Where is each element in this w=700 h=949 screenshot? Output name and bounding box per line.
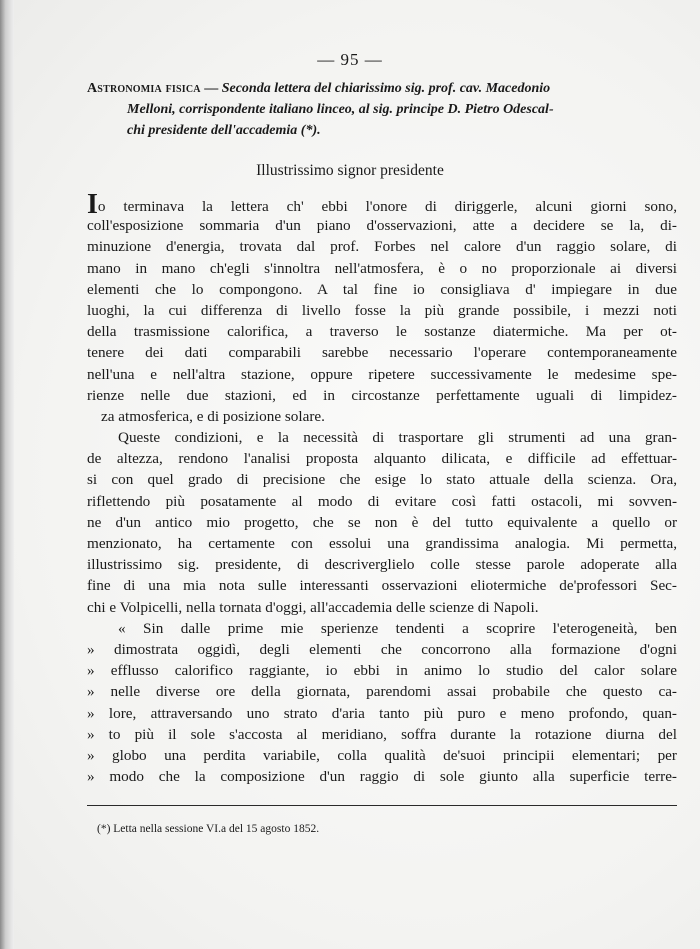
quote-line: » dimostrata oggidì, degli elementi che concorrono alla formazione d'ogni <box>87 640 677 658</box>
footnote-divider <box>87 805 677 806</box>
heading-line-1 <box>87 78 677 99</box>
body-line: fine di una mia nota sulle interessanti osservazioni eliotermiche de'professori Sec- <box>87 577 677 595</box>
body-line: Queste condizioni, e la necessità di trasportare gli strumenti ad una gran- <box>118 429 677 447</box>
page-number: — 95 — <box>317 50 383 69</box>
quote-line: » modo che la composizione d'un raggio di sole giunto alla superficie terre- <box>87 768 677 786</box>
body-line: tenere dei dati comparabili sarebbe necessario l'operare contemporaneamente <box>87 344 677 362</box>
heading-line-3: chi presidente dell'accademia (*). <box>127 123 321 138</box>
heading-line-2: Melloni, corrispondente italiano linceo, al sig. principe D. Pietro Odescal- <box>127 102 554 117</box>
article-heading <box>87 78 677 141</box>
body-line: menzionato, ha certamente con essolui una grandissima analogia. Mi permetta, <box>87 535 677 552</box>
drop-cap: I <box>87 189 98 220</box>
heading-title-start: Seconda lettera del chiarissimo sig. prof. cav. Macedonio <box>221 81 551 96</box>
body-line: coll'esposizione sommaria d'un piano d'osservazioni, atte a decidere se la, di- <box>87 217 677 235</box>
section-title: Astronomia fisica <box>87 81 201 96</box>
body-line <box>87 189 677 220</box>
body-line: elementi che lo compongono. A tal fine io consigliava d' impiegare in due <box>87 280 677 298</box>
quote-line: « Sin dalle prime mie sperienze tendenti a scoprire l'eterogeneità, ben <box>118 619 677 637</box>
body-line: rienze nelle due stazioni, ed in circostanze perfettamente uguali di limpidez- <box>87 386 677 404</box>
body-line: si con quel grado di precisione che esige lo stato attuale della scienza. Ora, <box>87 471 677 489</box>
quote-line: » efflusso calorifico raggiante, io ebbi in animo lo studio del calor solare <box>87 662 677 680</box>
quote-line: » nelle diverse ore della giornata, parendomi assai probabile che questo ca- <box>87 683 677 701</box>
body-line: mano in mano ch'egli s'innoltra nell'atmosfera, è o no proporzionale ai diversi <box>87 259 677 277</box>
body-line: illustrissimo sig. presidente, di descriverglielo colle stesse parole adoperate alla <box>87 556 677 574</box>
body-line: nell'una e nell'altra stazione, oppure ripetere successivamente le medesime spe- <box>87 365 677 383</box>
body-line: riflettendo più posatamente al modo di evitare così fatti ostacoli, mi sovven- <box>87 492 677 510</box>
page-gutter-shadow <box>0 0 14 949</box>
body-line-text: o terminava la lettera ch' ebbi l'onore di diriggerle, alcuni giorni sono, <box>97 198 677 215</box>
heading-dash: — <box>200 81 222 96</box>
body-line: za atmosferica, e di posizione solare. <box>101 407 325 425</box>
footnote: (*) Letta nella sessione VI.a del 15 agosto 1852. <box>97 823 320 835</box>
body-line: de altezza, rendono l'analisi proposta alquanto dilicata, e difficile ad effettuar- <box>87 450 677 468</box>
body-line: minuzione d'energia, trovata dal prof. Forbes nel calore d'un raggio solare, di <box>87 238 677 256</box>
quote-line: » globo una perdita variabile, colla qualità de'suoi principii elementari; per <box>87 746 677 764</box>
body-line: chi e Volpicelli, nella tornata d'oggi, all'accademia delle scienze di Napoli. <box>87 598 539 616</box>
body-text <box>87 189 677 787</box>
quote-line: » lore, attraversando uno strato d'aria tanto più puro e meno profondo, quan- <box>87 704 677 722</box>
salutation: Illustrissimo signor presidente <box>256 162 444 179</box>
body-line: della trasmissione calorifica, a traverso le sostanze diatermiche. Ma per ot- <box>87 323 677 341</box>
body-line: ne d'un antico mio progetto, che se non è del tutto equivalente a quello or <box>87 513 677 531</box>
quote-line: » to più il sole s'accosta al meridiano, soffra durante la rotazione diurna del <box>87 725 677 743</box>
body-line: luoghi, la cui differenza di livello fosse la più grande possibile, i mezzi noti <box>87 301 677 319</box>
